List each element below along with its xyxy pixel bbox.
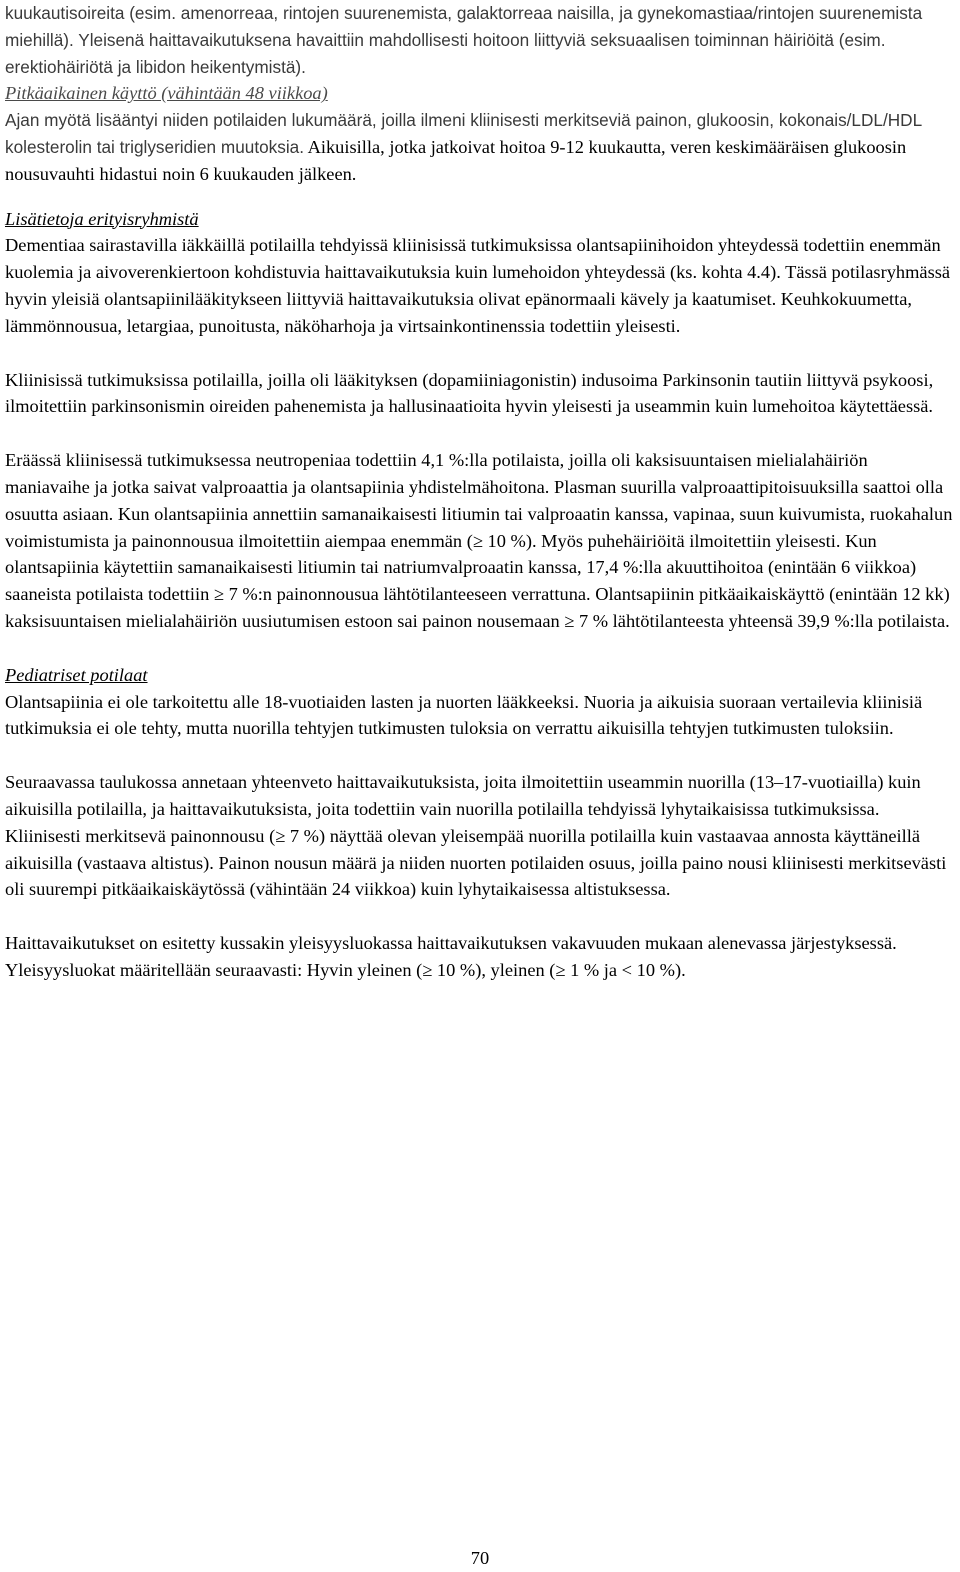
pediatric-paragraph-2: Seuraavassa taulukossa annetaan yhteenveto haittavaikutuksista, joita ilmoitettiin useammin nuorilla (13–17-vuotiailla) kuin aikuisilla potilailla, ja haittavaikutuksista, joita todettiin vain nuorilla potilailla tehdyissä lyhytaikaisissa tutkimuksissa. Kliinisesti merkitsevä painonnousu (≥ 7 %) näyttää olevan yleisempää nuorilla potilailla kuin vastaavaa annosta käyttäneillä aikuisilla (vastaava altistus). Painon nousun määrä ja niiden nuorten potilaiden osuus, joilla paino nousi kliinisesti merkitsevästi oli suurempi pitkäaikaiskäytössä (vähintään 24 viikkoa) kuin lyhytaikaisessa altistuksessa. (5, 772, 947, 900)
long-term-paragraph (5, 107, 955, 187)
special-groups-paragraph-2: Kliinisissä tutkimuksissa potilailla, joilla oli lääkityksen (dopamiiniagonistin) indusoima Parkinsonin tautiin liittyvä psykoosi, ilmoitettiin parkinsonismin oireiden pahenemista ja hallusinaatioita hyvin yleisesti ja useammin kuin lumehoitoa käytettäessä. (5, 369, 934, 417)
special-groups-paragraph-1: Dementiaa sairastavilla iäkkäillä potilailla tehdyissä kliinisissä tutkimuksissa olantsapiinihoidon yhteydessä todettiin enemmän kuolemia ja aivoverenkiertoon kohdistuvia haittavaikutuksia kuin lumehoidon yhteydessä (ks. kohta 4.4). Tässä potilasryhmässä hyvin yleisiä olantsapiinilääkitykseen liittyviä haittavaikutuksia olivat epänormaali kävely ja kaatumiset. Keuhkokuumetta, lämmönnousua, letargiaa, punoitusta, näköharhoja ja virtsainkontinenssia todettiin yleisesti. (5, 235, 951, 336)
paragraph-spacer (5, 742, 955, 769)
pediatric-paragraph-3: Haittavaikutukset on esitetty kussakin yleisyysluokassa haittavaikutuksen vakavuuden mukaan alenevassa järjestyksessä. Yleisyysluokat määritellään seuraavasti: Hyvin yleinen (≥ 10 %), yleinen (≥ 1 % ja < 10 %). (5, 933, 897, 980)
section-heading-long-term: Pitkäaikainen käyttö (vähintään 48 viikkoa) (5, 83, 328, 104)
pediatric-paragraph-1: Olantsapiinia ei ole tarkoitettu alle 18-vuotiaiden lasten ja nuorten lääkkeeksi. Nuoria ja aikuisia suoraan vertailevia kliinisiä tutkimuksia ei ole tehty, mutta nuorilla tehtyjen tutkimusten tuloksia on verrattu aikuisilla tehtyjen tutkimusten tuloksiin. (5, 691, 923, 739)
paragraph-spacer (5, 903, 955, 930)
section-heading-pediatric: Pediatriset potilaat (5, 664, 148, 685)
paragraph-spacer (5, 635, 955, 662)
page-number: 70 (470, 1548, 490, 1568)
paragraph-spacer (5, 420, 955, 447)
intro-paragraph: kuukautisoireita (esim. amenorreaa, rintojen suurenemista, galaktorreaa naisilla, ja gynekomastiaa/rintojen suurenemista miehillä). Yleisenä haittavaikutuksena havaittiin mahdollisesti hoitoon liittyviä seksuaalisen toiminnan häiriöitä (esim. erektiohäiriötä ja libidon heikentymistä). (5, 3, 923, 77)
document-page (5, 0, 955, 984)
special-groups-paragraph-3: Eräässä kliinisessä tutkimuksessa neutropeniaa todettiin 4,1 %:lla potilaista, joilla oli kaksisuuntaisen mielialahäiriön maniavaihe ja jotka saivat valproaattia ja olantsapiinia yhdistelmähoitona. Plasman suurilla valproaattipitoisuuksilla saattoi olla osuutta asiaan. Kun olantsapiinia annettiin samanaikaisesti litiumin tai valproaatin kanssa, vapinaa, suun kuivumista, ruokahalun voimistumista ja painonnousua ilmoitettiin aiempaa enemmän (≥ 10 %). Myös puhehäiriöitä ilmoitettiin yleisesti. Kun olantsapiinia käytettiin samanaikaisesti litiumin tai natriumvalproaatin kanssa, 17,4 %:lla akuuttihoitoa (enintään 6 viikkoa) saaneista potilaista todettiin ≥ 7 %:n painonnousua lähtötilanteeseen verrattuna. Olantsapiinin pitkäaikaiskäyttö (enintään 12 kk) kaksisuuntaisen mielialahäiriön uusiutumisen estoon sai painon nousemaan ≥ 7 % lähtötilanteesta yhteensä 39,9 %:lla potilaista. (5, 450, 953, 631)
long-term-text: Aikuisilla, jotka jatkoivat hoitoa 9-12 kuukautta, veren keskimääräisen glukoosin nousuvauhti hidastui noin 6 kuukauden jälkeen. (5, 136, 907, 184)
long-term-text-faded: Ajan myötä lisääntyi niiden potilaiden lukumäärä, joilla ilmeni kliinisesti merkitseviä painon, glukoosin, kokonais/LDL/HDL kolesterolin tai triglyseridien muutoksia. (5, 110, 922, 157)
paragraph-spacer (5, 340, 955, 367)
section-heading-special-groups: Lisätietoja erityisryhmistä (5, 208, 199, 229)
